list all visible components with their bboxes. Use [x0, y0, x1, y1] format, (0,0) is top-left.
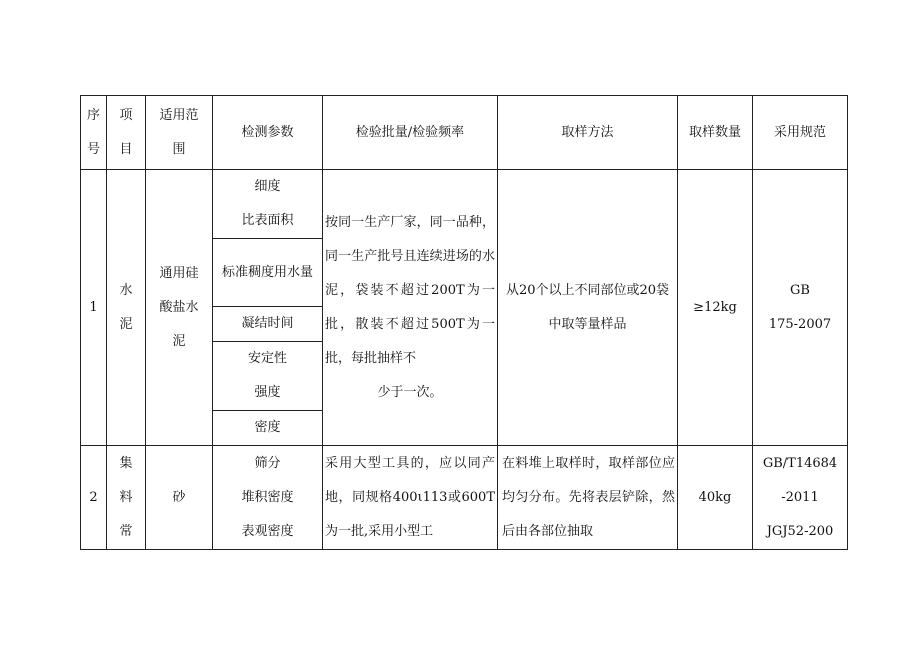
row1-params-top: [213, 170, 323, 239]
row1-method: 从20个以上不同部位或20袋中取等量样品: [498, 170, 678, 446]
row2-scope: 砂: [146, 446, 213, 550]
row1-batch: [323, 170, 498, 446]
row2-seq: 2: [81, 446, 107, 550]
header-method: 取样方法: [498, 96, 678, 170]
row1-batch-text: 按同一生产厂家，同一品种，同一生产批号且连续进场的水泥，袋装不超过200T为一批，散装不超过500T为一批，每批抽样不: [325, 214, 495, 366]
row1-standard: [753, 170, 848, 446]
row1-batch-last: 少于一次。: [377, 384, 443, 400]
header-item: 项目: [107, 96, 146, 170]
param-density: 密度: [213, 411, 323, 446]
param-specific-surface: 比表面积: [241, 213, 294, 228]
row2-standard-line2: -2011: [781, 489, 819, 505]
param-water-demand: 标准稠度用水量: [213, 239, 323, 307]
row2-params: [213, 446, 323, 550]
row1-quantity: ≥12kg: [678, 170, 753, 446]
row1-item: 水泥: [107, 170, 146, 446]
row1-standard-line2: 175-2007: [768, 316, 832, 332]
header-row: [81, 96, 848, 170]
row2-item: 集料常: [107, 446, 146, 550]
header-scope: 适用范围: [146, 96, 213, 170]
param-bulk-density: 堆积密度: [241, 489, 294, 505]
param-soundness: 安定性: [247, 351, 287, 366]
param-fineness: 细度: [254, 179, 281, 194]
row1-seq: 1: [81, 170, 107, 446]
header-standard: 采用规范: [753, 96, 848, 170]
row2-batch: 采用大型工具的，应以同产地，同规格400ι113或600T为一批,采用小型工: [323, 446, 498, 550]
row2-standard-line1: GB/T14684: [762, 455, 838, 471]
row1-scope: 通用硅酸盐水泥: [146, 170, 213, 446]
header-seq: 序号: [81, 96, 107, 170]
header-quantity: 取样数量: [678, 96, 753, 170]
row1-params-mid: [213, 342, 323, 411]
header-params: 检测参数: [213, 96, 323, 170]
inspection-table: [80, 95, 848, 550]
table-row: [81, 170, 848, 239]
param-sieving: 筛分: [254, 455, 281, 471]
param-strength: 强度: [254, 385, 281, 400]
row2-standard: [753, 446, 848, 550]
header-batch: 检验批量/检验频率: [323, 96, 498, 170]
row2-quantity: 40kg: [678, 446, 753, 550]
row2-standard-line3: JGJ52-200: [766, 523, 834, 539]
param-setting-time: 凝结时间: [213, 307, 323, 342]
row1-standard-line1: GB: [790, 282, 810, 298]
row2-method: 在料堆上取样时，取样部位应均匀分布。先将表层铲除，然后由各部位抽取: [498, 446, 678, 550]
table-row: [81, 446, 848, 550]
param-apparent-density: 表观密度: [241, 523, 294, 539]
